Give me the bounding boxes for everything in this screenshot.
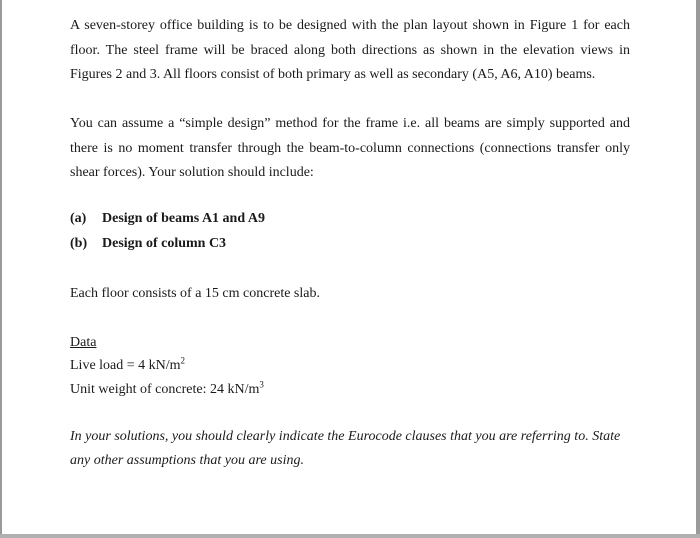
page-bottom-border [0, 534, 700, 538]
task-item-b [70, 232, 226, 256]
unit-weight-text: Unit weight of concrete: 24 kN/m [70, 382, 260, 397]
eurocode-note: In your solutions, you should clearly indicate the Eurocode clauses that you are referring to. State any other assumptions that you are using. [70, 429, 621, 468]
task-item-a [70, 207, 265, 231]
slab-statement: Each floor consists of a 15 cm concrete slab. [70, 286, 320, 301]
task-label: (b) [70, 236, 88, 251]
task-label: (a) [70, 211, 87, 226]
page-right-border [696, 0, 700, 538]
data-heading: Data [70, 335, 97, 350]
page-left-border [0, 0, 2, 538]
unit-weight-exponent: 3 [259, 379, 264, 390]
intro-paragraph: A seven-storey office building is to be designed with the plan layout shown in Figure 1 for each floor. The steel frame will be braced along both directions as shown in the elevation views in Figures 2 and 3. All floors consist of both primary as well as secondary (A5, A6, A10) beams. [70, 18, 630, 82]
method-paragraph: You can assume a “simple design” method for the frame i.e. all beams are simply supported and there is no moment transfer through the beam-to-column connections (connections transfer only shear forces). Your solution should include: [70, 116, 630, 180]
unit-weight-line [70, 378, 264, 402]
live-load-text: Live load = 4 kN/m [70, 358, 181, 373]
task-text: Design of column C3 [102, 236, 227, 251]
live-load-line [70, 354, 185, 378]
live-load-exponent: 2 [180, 355, 186, 366]
task-text: Design of beams A1 and A9 [102, 211, 265, 226]
